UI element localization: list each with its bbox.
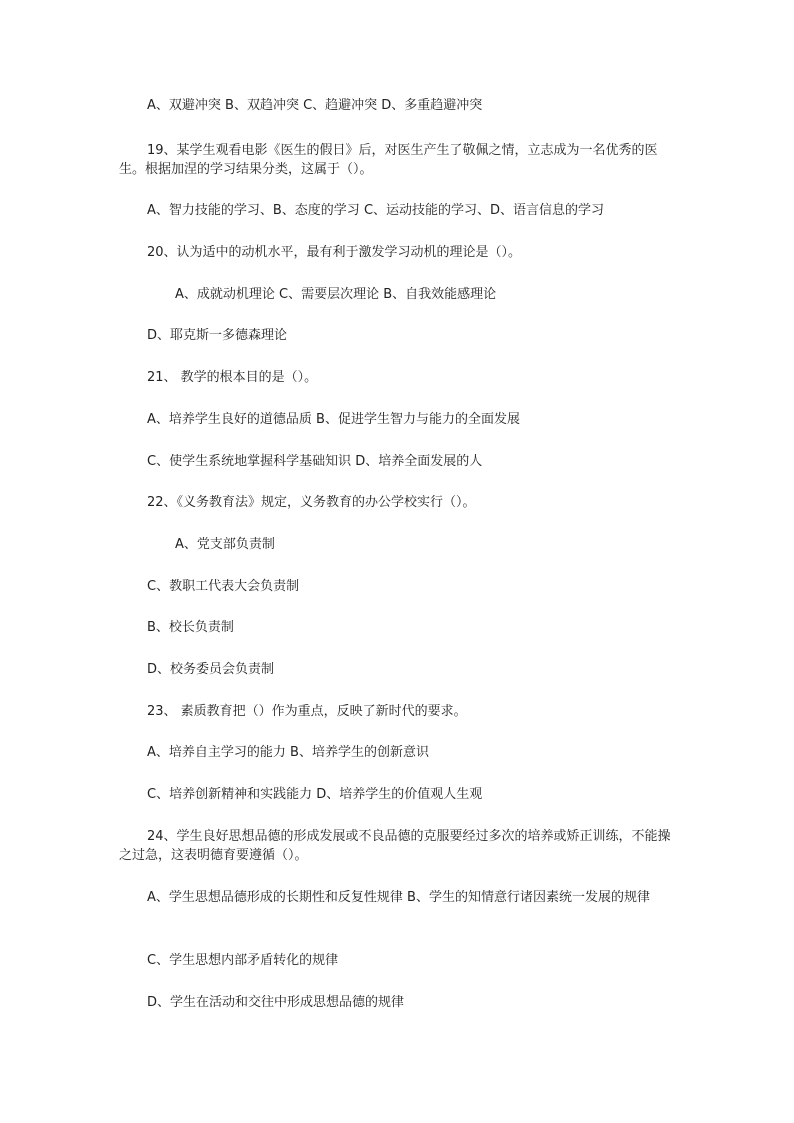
q22-question: 22、《义务教育法》规定，义务教育的办公学校实行（）。 — [147, 495, 476, 510]
q19-question: 19、某学生观看电影《医生的假日》后，对医生产生了敬佩之情，立志成为一名优秀的医生。根据加涅的学习结果分类，这属于（）。 — [119, 143, 658, 177]
q20-options-2: D、耶克斯一多德森理论 — [147, 328, 288, 343]
q20-question: 20、认为适中的动机水平，最有利于激发学习动机的理论是（）。 — [147, 245, 522, 260]
q24-question: 24、学生良好思想品德的形成发展或不良品德的克服要经过多次的培养或矫正训练，不能操之过急，这表明德育要遵循（）。 — [119, 829, 671, 863]
q23-question: 23、 素质教育把（）作为重点，反映了新时代的要求。 — [147, 704, 467, 719]
q21-options-2: C、使学生系统地掌握科学基础知识 D、培养全面发展的人 — [147, 454, 483, 469]
q24-option-d: D、学生在活动和交往中形成思想品德的规律 — [147, 995, 405, 1010]
q21-question: 21、 教学的根本目的是（）。 — [147, 370, 318, 385]
q24-option-c: C、学生思想内部矛盾转化的规律 — [147, 953, 339, 968]
q22-option-b: B、校长负责制 — [147, 620, 234, 635]
q21-options-1: A、培养学生良好的道德品质 B、促进学生智力与能力的全面发展 — [147, 412, 520, 427]
q22-option-c: C、教职工代表大会负责制 — [147, 579, 300, 594]
q23-options-2: C、培养创新精神和实践能力 D、培养学生的价值观人生观 — [147, 787, 483, 802]
q20-options-1: A、成就动机理论 C、需要层次理论 B、自我效能感理论 — [175, 287, 497, 302]
q24-options-1: A、学生思想品德形成的长期性和反复性规律 B、学生的知情意行诸因素统一发展的规律 — [147, 890, 650, 905]
q22-option-a: A、党支部负责制 — [175, 537, 275, 552]
q23-options-1: A、培养自主学习的能力 B、培养学生的创新意识 — [147, 745, 429, 760]
q18-options: A、双避冲突 B、双趋冲突 C、趋避冲突 D、多重趋避冲突 — [147, 98, 483, 113]
q22-option-d: D、校务委员会负责制 — [147, 662, 275, 677]
q19-options: A、智力技能的学习、B、态度的学习 C、运动技能的学习、D、语言信息的学习 — [147, 203, 605, 218]
